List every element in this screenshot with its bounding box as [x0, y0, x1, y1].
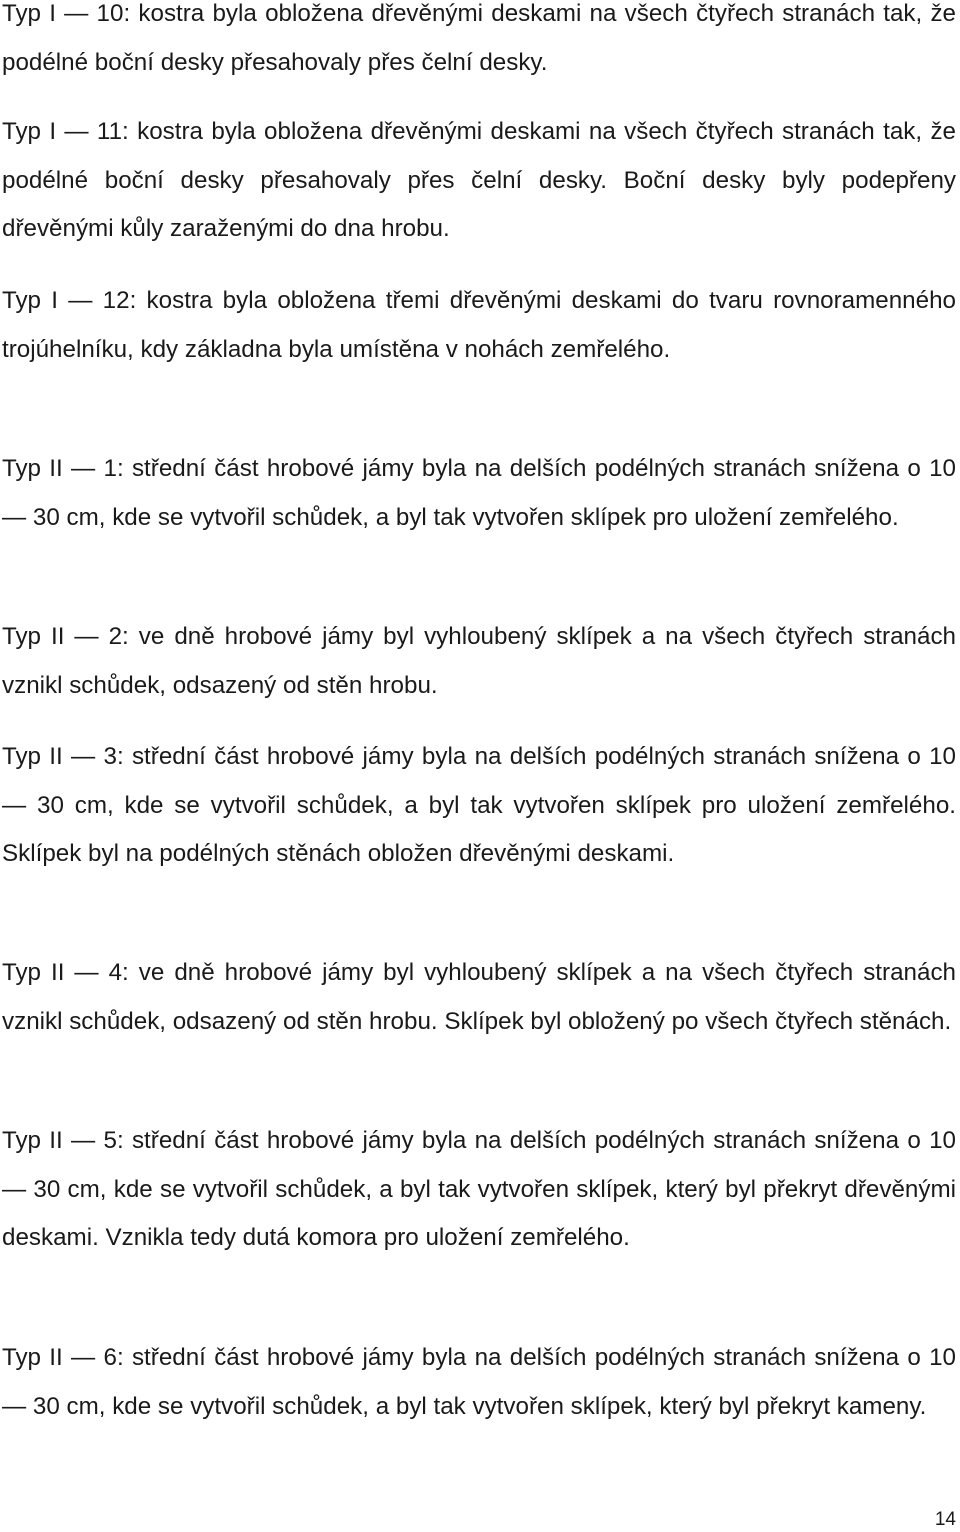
paragraph-typ-ii-5: Typ II — 5: střední část hrobové jámy byla na delších podélných stranách snížena o 10 — 30 cm, kde se vytvořil schůdek, a byl tak vytvořen sklípek, který byl překryt dřevěnými deskami. Vznikla tedy dutá komora pro uložení zemřelého.	[2, 1127, 956, 1252]
paragraph-typ-ii-4: Typ II — 4: ve dně hrobové jámy byl vyhloubený sklípek a na všech čtyřech stranách vznikl schůdek, odsazený od stěn hrobu. Sklípek byl obložený po všech čtyřech stěnách.	[2, 959, 956, 1035]
paragraph-typ-i-11: Typ I — 11: kostra byla obložena dřevěnými deskami na všech čtyřech stranách tak, že podélné boční desky přesahovaly přes čelní desky. Boční desky byly podepřeny dřevěnými kůly zaraženými do dna hrobu.	[2, 118, 956, 243]
paragraph-typ-ii-1: Typ II — 1: střední část hrobové jámy byla na delších podélných stranách snížena o 10 — 30 cm, kde se vytvořil schůdek, a byl tak vytvořen sklípek pro uložení zemřelého.	[2, 455, 956, 531]
paragraph-typ-ii-3: Typ II — 3: střední část hrobové jámy byla na delších podélných stranách snížena o 10 — 30 cm, kde se vytvořil schůdek, a byl tak vytvořen sklípek pro uložení zemřelého. Sklípek byl na podélných stěnách obložen dřevěnými deskami.	[2, 743, 956, 868]
page-number: 14	[934, 1509, 956, 1530]
paragraph-typ-i-12: Typ I — 12: kostra byla obložena třemi dřevěnými deskami do tvaru rovnoramenného trojúhelníku, kdy základna byla umístěna v nohách zemřelého.	[2, 287, 956, 363]
paragraph-typ-ii-2: Typ II — 2: ve dně hrobové jámy byl vyhloubený sklípek a na všech čtyřech stranách vznikl schůdek, odsazený od stěn hrobu.	[2, 623, 956, 699]
paragraph-typ-i-10: Typ I — 10: kostra byla obložena dřevěnými deskami na všech čtyřech stranách tak, že podélné boční desky přesahovaly přes čelní desky.	[2, 0, 956, 76]
paragraph-typ-ii-6: Typ II — 6: střední část hrobové jámy byla na delších podélných stranách snížena o 10 — 30 cm, kde se vytvořil schůdek, a byl tak vytvořen sklípek, který byl překryt kameny.	[2, 1344, 956, 1420]
